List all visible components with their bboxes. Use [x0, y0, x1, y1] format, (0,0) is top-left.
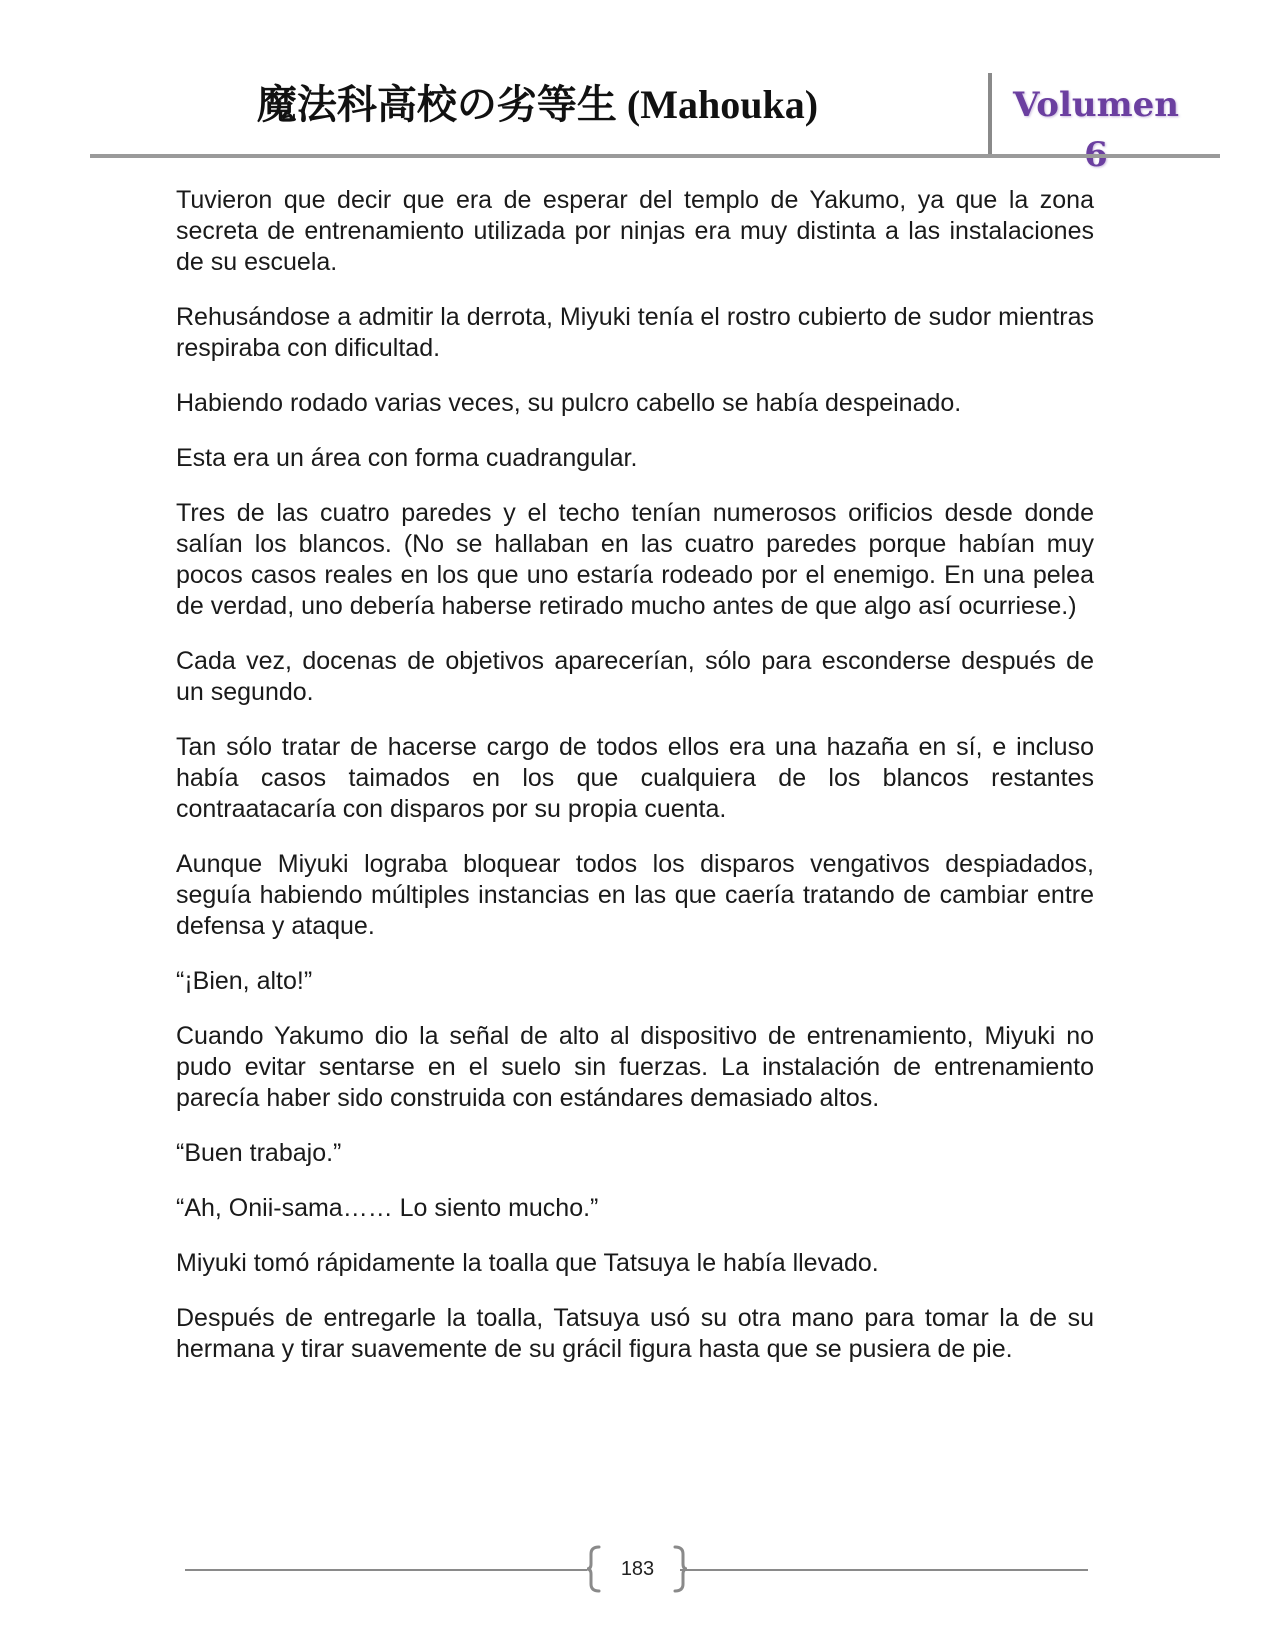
- volume-label: Volumen: [1013, 85, 1179, 125]
- paragraph: Cada vez, docenas de objetivos aparecerían, sólo para esconderse después de un segundo.: [176, 647, 1094, 706]
- paragraph: “¡Bien, alto!”: [176, 967, 313, 995]
- paragraph: Tuvieron que decir que era de esperar del templo de Yakumo, ya que la zona secreta de entrenamiento utilizada por ninjas era muy distinta a las instalaciones de su escuela.: [176, 186, 1094, 276]
- paragraph: Aunque Miyuki lograba bloquear todos los disparos vengativos despiadados, seguía habiendo múltiples instancias en las que caería tratando de cambiar entre defensa y ataque.: [176, 850, 1094, 940]
- paragraph: Tan sólo tratar de hacerse cargo de todos ellos era una hazaña en sí, e incluso había casos taimados en los que cualquiera de los blancos restantes contraatacaría con disparos por su propia cuenta.: [176, 733, 1094, 823]
- left-brace-icon: [585, 1544, 605, 1594]
- paragraph: Cuando Yakumo dio la señal de alto al dispositivo de entrenamiento, Miyuki no pudo evitar sentarse en el suelo sin fuerzas. La instalación de entrenamiento parecía haber sido construida con estándares demasiado altos.: [176, 1022, 1094, 1112]
- footer-rule-right: [680, 1569, 1088, 1571]
- page-number: 183: [620, 1558, 655, 1580]
- paragraph: Después de entregarle la toalla, Tatsuya usó su otra mano para tomar la de su hermana y tirar suavemente de su grácil figura hasta que se pusiera de pie.: [176, 1304, 1094, 1363]
- page-header: [0, 0, 1275, 165]
- header-vertical-divider: [988, 73, 992, 157]
- paragraph: “Ah, Onii-sama…… Lo siento mucho.”: [176, 1194, 599, 1222]
- page-footer: [0, 1540, 1275, 1600]
- paragraph: Habiendo rodado varias veces, su pulcro cabello se había despeinado.: [176, 389, 962, 417]
- footer-rule-left: [185, 1569, 587, 1571]
- header-rule: [90, 154, 1220, 158]
- paragraph: “Buen trabajo.”: [176, 1139, 342, 1167]
- paragraph: Tres de las cuatro paredes y el techo tenían numerosos orificios desde donde salían los blancos. (No se hallaban en las cuatro paredes porque habían muy pocos casos reales en los que uno estaría rodeado por el enemigo. En una pelea de verdad, uno debería haberse retirado mucho antes de que algo así ocurriese.): [176, 499, 1094, 620]
- page-body: [176, 185, 1094, 1389]
- book-title: 魔法科高校の劣等生 (Mahouka): [256, 82, 819, 127]
- paragraph: Rehusándose a admitir la derrota, Miyuki tenía el rostro cubierto de sudor mientras respiraba con dificultad.: [176, 303, 1094, 362]
- paragraph: Miyuki tomó rápidamente la toalla que Tatsuya le había llevado.: [176, 1249, 879, 1277]
- paragraph: Esta era un área con forma cuadrangular.: [176, 444, 638, 472]
